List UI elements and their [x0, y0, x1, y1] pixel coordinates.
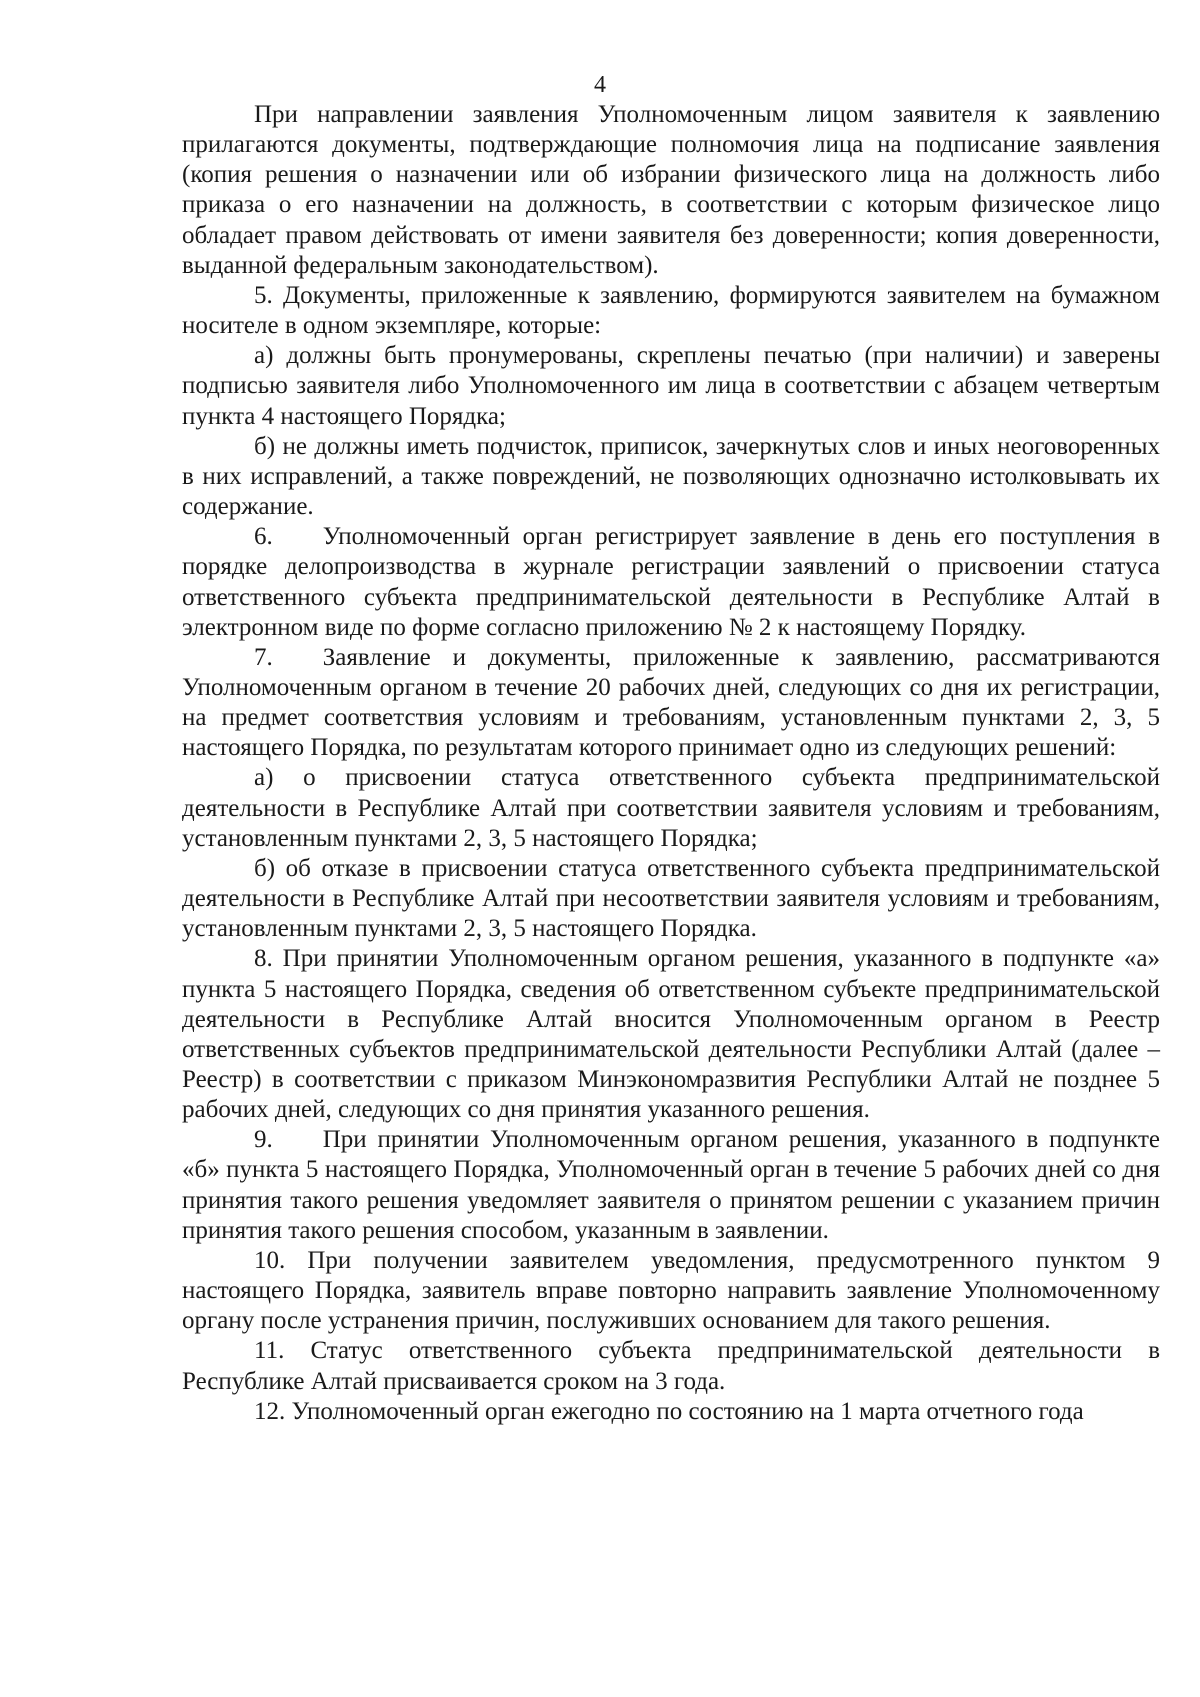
paragraph-item-11: 11. Статус ответственного субъекта предпринимательской деятельности в Республике Алтай присваивается сроком на 3 года.: [182, 1337, 1160, 1395]
paragraph-item-7: 7. Заявление и документы, приложенные к заявлению, рассматриваются Уполномоченным органом в течение 20 рабочих дней, следующих со дня их регистрации, на предмет соответствия условиям и требованиям, установленным пунктами 2, 3, 5 настоящего Порядка, по результатам которого принимает одно из следующих решений:: [182, 643, 1160, 762]
paragraph-item-8: 8. При принятии Уполномоченным органом решения, указанного в подпункте «а» пункта 5 настоящего Порядка, сведения об ответственном субъекте предпринимательской деятельности в Республике Алтай вносится Уполномоченным органом в Реестр ответственных субъектов предпринимательской деятельности Республики Алтай (далее – Реестр) в соответствии с приказом Минэкономразвития Республики Алтай не позднее 5 рабочих дней, следующих со дня принятия указанного решения.: [182, 945, 1160, 1124]
paragraph-item-7-b: б) об отказе в присвоении статуса ответственного субъекта предпринимательской деятельности в Республике Алтай при несоответствии заявителя условиям и требованиям, установленным пунктами 2, 3, 5 настоящего Порядка.: [182, 854, 1160, 943]
paragraph-item-5-b: б) не должны иметь подчисток, приписок, зачеркнутых слов и иных неоговоренных в них исправлений, а также повреждений, не позволяющих однозначно истолковывать их содержание.: [182, 432, 1160, 521]
paragraph-item-7-a: а) о присвоении статуса ответственного субъекта предпринимательской деятельности в Республике Алтай при соответствии заявителя условиям и требованиям, установленным пунктами 2, 3, 5 настоящего Порядка;: [182, 764, 1160, 852]
paragraph-item-5-a: а) должны быть пронумерованы, скреплены печатью (при наличии) и заверены подписью заявителя либо Уполномоченного им лица в соответствии с абзацем четвертым пункта 4 настоящего Порядка;: [182, 342, 1160, 430]
paragraph-authorized-person-documents: При направлении заявления Уполномоченным лицом заявителя к заявлению прилагаются документы, подтверждающие полномочия лица на подписание заявления (копия решения о назначении или об избрании физического лица на должность либо приказа о его назначении на должность, в соответствии с которым физическое лицо обладает правом действовать от имени заявителя без доверенности; копия доверенности, выданной федеральным законодательством).: [182, 101, 1160, 279]
paragraph-item-10: 10. При получении заявителем уведомления, предусмотренного пунктом 9 настоящего Порядка, заявитель вправе повторно направить заявление Уполномоченному органу после устранения причин, послуживших основанием для такого решения.: [182, 1246, 1160, 1335]
paragraph-item-12: 12. Уполномоченный орган ежегодно по состоянию на 1 марта отчетного года: [254, 1397, 1084, 1425]
page-number: 4: [594, 72, 606, 98]
document-body: [182, 100, 1160, 1427]
paragraph-item-5: 5. Документы, приложенные к заявлению, формируются заявителем на бумажном носителе в одном экземпляре, которые:: [182, 281, 1160, 340]
paragraph-item-6: 6. Уполномоченный орган регистрирует заявление в день его поступления в порядке делопроизводства в журнале регистрации заявлений о присвоении статуса ответственного субъекта предпринимательской деятельности в Республике Алтай в электронном виде по форме согласно приложению № 2 к настоящему Порядку.: [182, 523, 1160, 641]
paragraph-item-9: 9. При принятии Уполномоченным органом решения, указанного в подпункте «б» пункта 5 настоящего Порядка, Уполномоченный орган в течение 5 рабочих дней со дня принятия такого решения уведомляет заявителя о принятом решении с указанием причин принятия такого решения способом, указанным в заявлении.: [182, 1126, 1160, 1244]
